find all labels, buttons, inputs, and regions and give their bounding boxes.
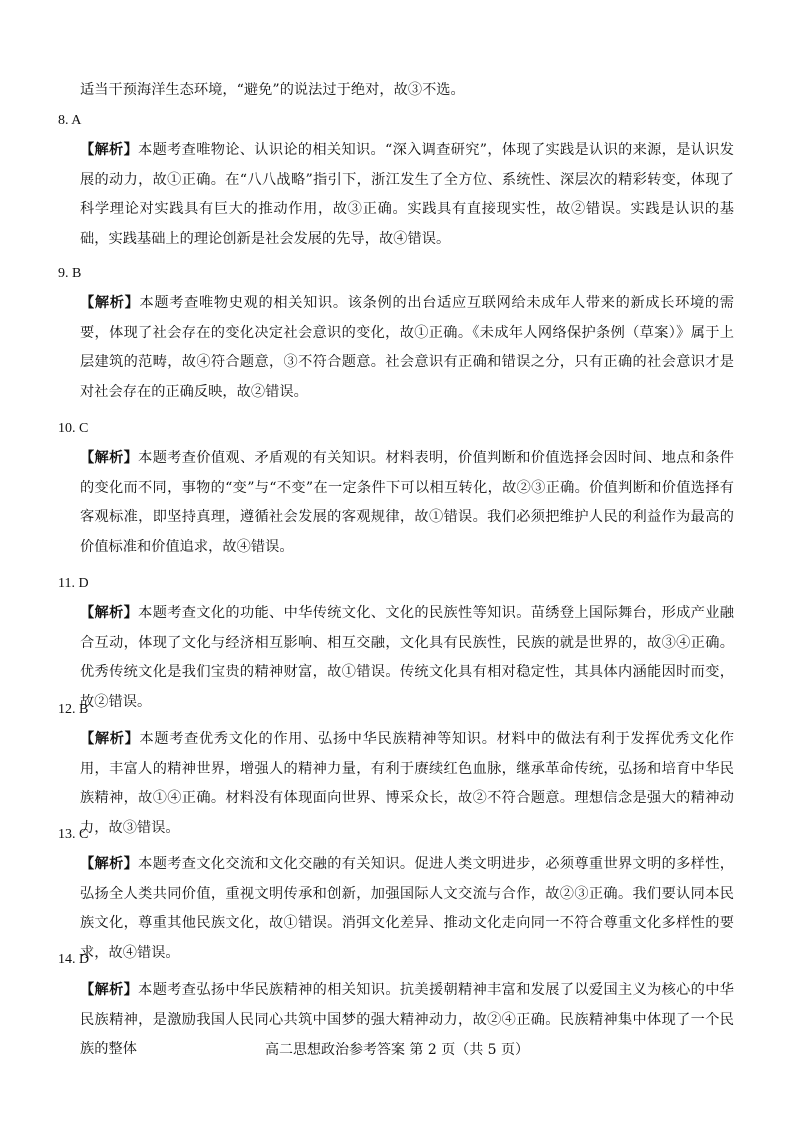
question-number-10: 10. C (58, 421, 89, 436)
analysis-tag: 【解析】 (80, 982, 139, 998)
analysis-text-8 (80, 136, 734, 254)
continuation-block (80, 76, 734, 106)
analysis-body-13: 本题考查文化交流和文化交融的有关知识。促进人类文明进步，必须尊重世界文明的多样性，弘扬全人类共同价值，重视文明传承和创新，加强国际人文交流与合作，故②③正确。我们要认同本民族文化，尊重其他民族文化，故①错误。消弭文化差异、推动文化走向同一不符合尊重文化多样性的要求，故④错误。 (80, 856, 735, 961)
analysis-block-9 (80, 289, 734, 407)
continuation-text: 适当干预海洋生态环境，“避免”的说法过于绝对，故③不选。 (80, 82, 465, 98)
analysis-tag: 【解析】 (80, 450, 139, 466)
analysis-tag: 【解析】 (80, 731, 140, 747)
analysis-block-10 (80, 444, 734, 562)
analysis-tag: 【解析】 (80, 295, 140, 311)
question-number-13: 13. C (58, 827, 89, 842)
analysis-text-12 (80, 725, 734, 843)
analysis-block-11 (80, 599, 734, 717)
analysis-text-9 (80, 289, 734, 407)
analysis-body-11: 本题考查文化的功能、中华传统文化、文化的民族性等知识。苗绣登上国际舞台，形成产业融合互动，体现了文化与经济相互影响、相互交融，文化具有民族性，民族的就是世界的，故③④正确。优秀传统文化是我们宝贵的精神财富，故①错误。传统文化具有相对稳定性，其具体内涵能因时而变，故②错误。 (80, 605, 735, 710)
analysis-tag: 【解析】 (80, 856, 139, 872)
analysis-body-14: 本题考查弘扬中华民族精神的相关知识。抗美援朝精神丰富和发展了以爱国主义为核心的中华民族精神，是激励我国人民同心共筑中国梦的强大精神动力，故②④正确。民族精神集中体现了一个民族的整体 (80, 982, 735, 1058)
analysis-tag: 【解析】 (80, 142, 139, 158)
analysis-text-13 (80, 850, 734, 968)
page-footer: 高二思想政治参考答案 第 2 页（共 5 页） (264, 1042, 530, 1058)
analysis-block-8 (80, 136, 734, 254)
question-number-8: 8. A (58, 113, 82, 128)
analysis-body-9: 本题考查唯物史观的相关知识。该条例的出台适应互联网给未成年人带来的新成长环境的需要，体现了社会存在的变化决定社会意识的变化，故①正确。《未成年人网络保护条例（草案）》属于上层建筑的范畴，故④符合题意，③不符合题意。社会意识有正确和错误之分，只有正确的社会意识才是对社会存在的正确反映，故②错误。 (80, 295, 734, 400)
question-number-14: 14. D (58, 952, 90, 967)
question-number-11: 11. D (58, 576, 89, 591)
question-number-9: 9. B (58, 266, 82, 281)
analysis-block-13 (80, 850, 734, 968)
analysis-text-10 (80, 444, 734, 562)
analysis-text-11 (80, 599, 734, 717)
analysis-body-12: 本题考查优秀文化的作用、弘扬中华民族精神等知识。材料中的做法有利于发挥优秀文化作用，丰富人的精神世界，增强人的精神力量，有利于赓续红色血脉，继承革命传统，弘扬和培育中华民族精神，故①④正确。材料没有体现面向世界、博采众长，故②不符合题意。理想信念是强大的精神动力，故③错误。 (80, 731, 734, 836)
analysis-body-10: 本题考查价值观、矛盾观的有关知识。材料表明，价值判断和价值选择会因时间、地点和条件的变化而不同，事物的“变”与“不变”在一定条件下可以相互转化，故②③正确。价值判断和价值选择有客观标准，即坚持真理，遵循社会发展的客观规律，故①错误。我们必须把维护人民的利益作为最高的价值标准和价值追求，故④错误。 (80, 450, 735, 555)
analysis-tag: 【解析】 (80, 605, 139, 621)
analysis-body-8: 本题考查唯物论、认识论的相关知识。“深入调查研究”，体现了实践是认识的来源，是认识发展的动力，故①正确。在“八八战略”指引下，浙江发生了全方位、系统性、深层次的精彩转变，体现了科学理论对实践具有巨大的推动作用，故③正确。实践具有直接现实性，故②错误。实践是认识的基础，实践基础上的理论创新是社会发展的先导，故④错误。 (80, 142, 735, 247)
question-number-12: 12. B (58, 702, 89, 717)
analysis-block-12 (80, 725, 734, 843)
